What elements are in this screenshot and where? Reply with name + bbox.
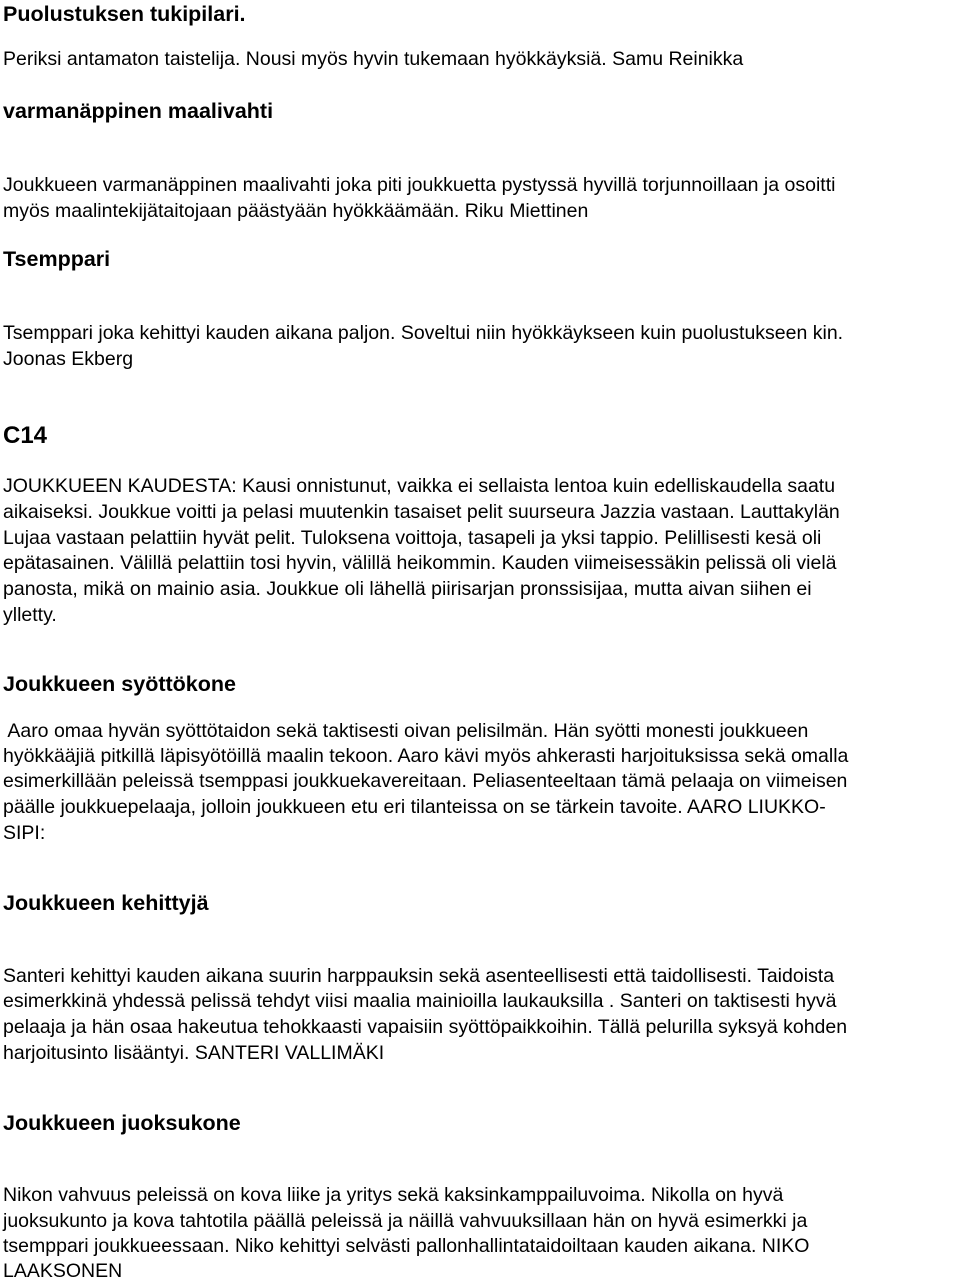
paragraph-line: juoksukunto ja kova tahtotila päällä peleissä ja näillä vahvuuksillaan hän on hyvä esimerkki ja xyxy=(3,1210,808,1232)
paragraph-line: ylletty. xyxy=(3,604,57,626)
paragraph-line: aikaiseksi. Joukkue voitti ja pelasi muutenkin tasaiset pelit suurseura Jazzia vastaan. Lauttakylän xyxy=(3,501,840,523)
paragraph-line: hyökkääjiä pitkillä läpisyötöillä maalin tekoon. Aaro kävi myös ahkerasti harjoituksissa sekä omalla xyxy=(3,745,849,767)
paragraph-line: myös maalintekijätaitojaan päästyään hyökkäämään. Riku Miettinen xyxy=(3,200,589,222)
paragraph-line: Santeri kehittyi kauden aikana suurin harppauksin sekä asenteellisesti että taidollisesti. Taidoista xyxy=(3,965,835,987)
paragraph-line: Tsemppari joka kehittyi kauden aikana paljon. Soveltui niin hyökkäykseen kuin puolustukseen kin. xyxy=(3,322,844,344)
paragraph-line: epätasainen. Välillä pelattiin tosi hyvin, välillä heikommin. Kauden viimeisessäkin pelissä oli vielä xyxy=(3,552,837,574)
heading-tsemppari: Tsemppari xyxy=(3,247,111,271)
heading-c14: C14 xyxy=(3,422,48,449)
heading-puolustuksen-tukipilari: Puolustuksen tukipilari. xyxy=(3,2,246,26)
paragraph-line: päälle joukkuepelaaja, jolloin joukkueen etu eri tilanteissa on se tärkein tavoite. AARO LIUKKO- xyxy=(3,796,826,818)
paragraph-line: esimerkillään peleissä tsemppasi joukkuekavereitaan. Peliasenteeltaan tämä pelaaja on viimeisen xyxy=(3,770,848,792)
heading-kehittyja: Joukkueen kehittyjä xyxy=(3,891,209,915)
paragraph-line: LAAKSONEN xyxy=(3,1260,123,1282)
paragraph-line: Nikon vahvuus peleissä on kova liike ja yritys sekä kaksinkamppailuvoima. Nikolla on hyvä xyxy=(3,1184,784,1206)
paragraph-line: JOUKKUEEN KAUDESTA: Kausi onnistunut, vaikka ei sellaista lentoa kuin edelliskaudella saatu xyxy=(3,475,836,497)
heading-maalivahti: varmanäppinen maalivahti xyxy=(3,99,274,123)
paragraph-line: tsemppari joukkueessaan. Niko kehittyi selvästi pallonhallintataidoiltaan kauden aikana. NIKO xyxy=(3,1235,810,1257)
paragraph-line: panosta, mikä on mainio asia. Joukkue oli lähellä piirisarjan pronssisijaa, mutta aivan siihen ei xyxy=(3,578,812,600)
paragraph-line: Joukkueen varmanäppinen maalivahti joka piti joukkuetta pystyssä hyvillä torjunnoillaan ja osoitti xyxy=(3,174,836,196)
paragraph-line: esimerkkinä yhdessä pelissä tehdyt viisi maalia mainioilla laukauksilla . Santeri on taktisesti hyvä xyxy=(3,990,837,1012)
heading-syottokone: Joukkueen syöttökone xyxy=(3,672,236,696)
paragraph-line: Aaro omaa hyvän syöttötaidon sekä taktisesti oivan pelisilmän. Hän syötti monesti joukkueen xyxy=(3,720,809,742)
heading-juoksukone: Joukkueen juoksukone xyxy=(3,1111,241,1135)
paragraph-line: harjoitusinto lisääntyi. SANTERI VALLIMÄKI xyxy=(3,1042,385,1064)
paragraph-line: Lujaa vastaan pelattiin hyvät pelit. Tuloksena voittoja, tasapeli ja yksi tappio. Pelillisesti kesä oli xyxy=(3,527,822,549)
paragraph-line: SIPI: xyxy=(3,822,46,844)
paragraph-line: Joonas Ekberg xyxy=(3,348,134,370)
paragraph-line: pelaaja ja hän osaa hakeutua tehokkaasti vapaisiin syöttöpaikkoihin. Tällä pelurilla syksyä kohden xyxy=(3,1016,848,1038)
paragraph-line: Periksi antamaton taistelija. Nousi myös hyvin tukemaan hyökkäyksiä. Samu Reinikka xyxy=(3,48,744,70)
